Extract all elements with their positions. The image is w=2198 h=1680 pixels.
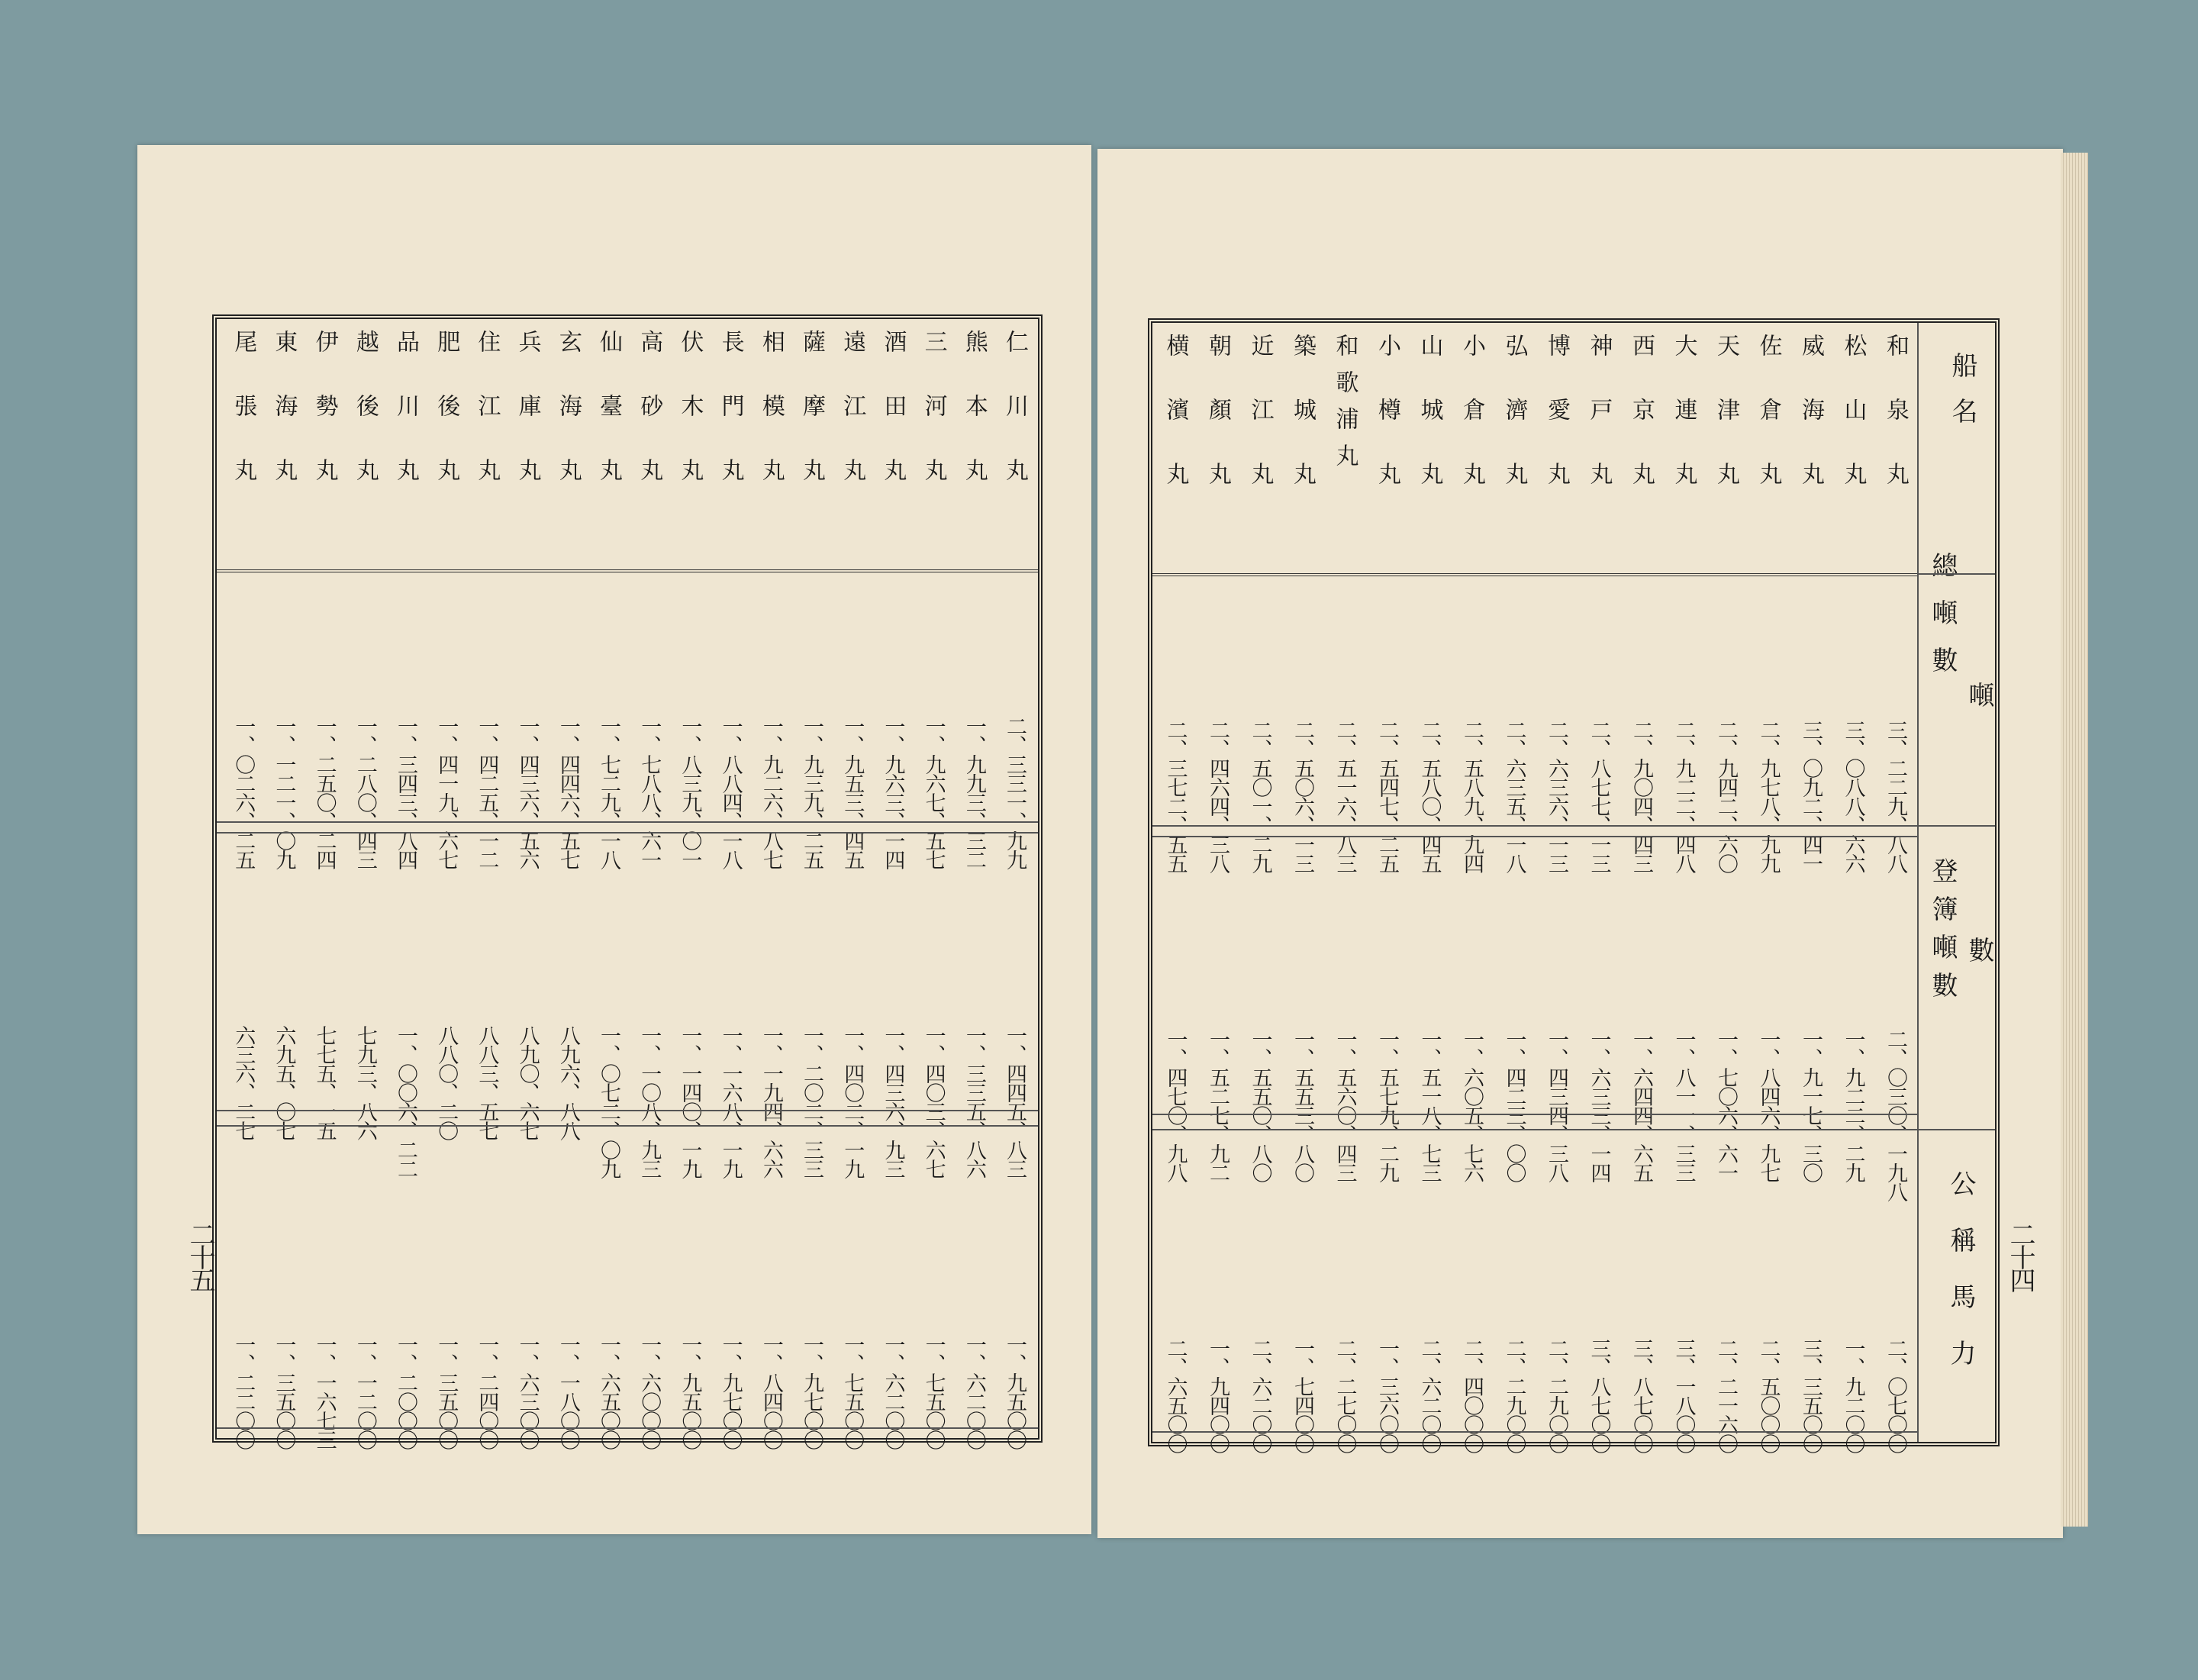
ship-name: 長門丸 (717, 330, 744, 522)
nominal-horsepower: 一、三五〇〇 (434, 1334, 459, 1449)
total-tonnage: 一、七八八、六一 (637, 716, 662, 869)
ship-column (672, 319, 707, 1449)
ship-column (1497, 323, 1532, 1453)
right-ship-table (1148, 318, 2000, 1453)
ship-name: 近江丸 (1246, 334, 1274, 526)
registered-tonnage: 一、九一七、三〇 (1799, 1029, 1823, 1182)
registered-tonnage: 一、五七九、二九 (1375, 1029, 1399, 1182)
registered-tonnage: 一、五五〇、八〇 (1248, 1029, 1272, 1182)
ship-name: 朝顏丸 (1204, 334, 1231, 526)
table-rule (1152, 1114, 1919, 1115)
total-tonnage: 一、九六七、五七 (921, 716, 946, 869)
total-tonnage: 二、五一六、八三 (1333, 720, 1357, 872)
total-tonnage: 二、四六四、三八 (1206, 720, 1230, 872)
total-tonnage: 一、四四六、五七 (556, 716, 580, 869)
total-tonnage: 一、九九三、三二 (962, 716, 986, 869)
ship-name: 三河丸 (920, 330, 947, 522)
ship-column (916, 319, 951, 1449)
nominal-horsepower: 二、〇七〇〇 (1884, 1338, 1907, 1453)
nominal-horsepower: 二、二九〇〇 (1502, 1338, 1526, 1453)
registered-tonnage: 八八三、五七 (475, 1025, 499, 1140)
registered-tonnage: 八九六、八八 (556, 1025, 580, 1140)
ship-name: 越後丸 (351, 330, 379, 522)
header-rule (1919, 825, 1995, 827)
header-tonnage: 噸數 (1964, 682, 1994, 1191)
ship-name: 酒田丸 (879, 330, 907, 522)
ship-name: 威海丸 (1797, 334, 1824, 526)
nominal-horsepower: 一、九五〇〇 (1003, 1334, 1026, 1449)
total-tonnage: 一、九二六、八七 (759, 716, 783, 869)
total-tonnage: 一、三四三、八四 (394, 716, 417, 869)
nominal-horsepower: 一、六三〇〇 (515, 1334, 540, 1449)
ship-column (1539, 323, 1574, 1453)
total-tonnage: 一、二八〇、四三 (353, 716, 377, 869)
nominal-horsepower: 一、七四〇〇 (1291, 1338, 1314, 1453)
ship-column (591, 319, 626, 1449)
ship-name: 神戸丸 (1585, 334, 1613, 526)
ship-name: 弘濟丸 (1500, 334, 1528, 526)
nominal-horsepower: 三、三五〇〇 (1799, 1338, 1823, 1453)
ship-column (834, 319, 869, 1449)
table-rule (217, 569, 1038, 572)
registered-tonnage: 二、〇三〇、一九八 (1884, 1029, 1907, 1201)
registered-tonnage: 八八〇、二〇 (434, 1025, 459, 1140)
registered-tonnage: 一、四三四、三八 (1545, 1029, 1568, 1182)
total-tonnage: 三、〇九二、四一 (1799, 720, 1823, 872)
registered-tonnage: 一、四〇二、一九 (840, 1025, 865, 1178)
nominal-horsepower: 一、一八〇〇 (556, 1334, 580, 1449)
ship-name: 和歌浦丸 (1331, 334, 1358, 480)
nominal-horsepower: 一、二二〇〇 (231, 1334, 256, 1449)
registered-tonnage: 一、一〇八、九三 (637, 1025, 662, 1178)
ship-column (266, 319, 301, 1449)
ship-column (550, 319, 585, 1449)
ship-name: 住江丸 (473, 330, 501, 522)
nominal-horsepower: 一、九二〇〇 (1841, 1338, 1865, 1453)
nominal-horsepower: 二、二一六〇 (1714, 1338, 1738, 1453)
total-tonnage: 二、三三一、九九 (1003, 716, 1026, 869)
registered-tonnage: 一、五五三、八〇 (1291, 1029, 1314, 1182)
ship-column (1327, 323, 1362, 1453)
ship-name: 山城丸 (1416, 334, 1443, 526)
ship-column (1412, 323, 1447, 1453)
nominal-horsepower: 一、九五〇〇 (678, 1334, 702, 1449)
ship-name: 遠江丸 (839, 330, 866, 522)
total-tonnage: 二、六三六、一三 (1545, 720, 1568, 872)
ship-name: 仁川丸 (1001, 330, 1028, 522)
total-tonnage: 一、九六三、一四 (881, 716, 905, 869)
left-ship-table (212, 314, 1043, 1449)
total-tonnage: 三、二二九、八八 (1884, 720, 1907, 872)
registered-tonnage: 一、四七〇、九八 (1163, 1029, 1188, 1182)
nominal-horsepower: 三、一八〇〇 (1671, 1338, 1696, 1453)
ship-column (347, 319, 382, 1449)
ship-name: 天津丸 (1713, 334, 1739, 526)
ship-column (388, 319, 423, 1449)
nominal-horsepower: 一、六〇〇〇 (637, 1334, 662, 1449)
header-rule (1919, 1129, 1995, 1130)
registered-tonnage: 七九三、八六 (353, 1025, 377, 1140)
nominal-horsepower: 一、七五〇〇 (921, 1334, 946, 1449)
ship-name: 仙臺丸 (595, 330, 622, 522)
total-tonnage: 一、八八四、一八 (718, 716, 743, 869)
ship-column (1835, 323, 1871, 1453)
registered-tonnage: 一、四二三、〇〇 (1502, 1029, 1526, 1182)
ship-name: 和泉丸 (1882, 334, 1909, 526)
ship-name: 博愛丸 (1543, 334, 1570, 526)
registered-tonnage: 一、七〇六、六一 (1714, 1029, 1738, 1182)
header-nominal-horsepower: 公稱馬力 (1945, 1170, 1976, 1396)
table-rule (217, 1427, 1038, 1429)
ship-column (1200, 323, 1235, 1453)
nominal-horsepower: 一、二〇〇〇 (394, 1334, 417, 1449)
ship-column (307, 319, 342, 1449)
header-registered-tonnage: 登簿噸數 (1927, 857, 1958, 1010)
nominal-horsepower: 一、九七〇〇 (718, 1334, 743, 1449)
nominal-horsepower: 一、九七〇〇 (800, 1334, 823, 1449)
registered-tonnage: 八九〇、六七 (515, 1025, 540, 1140)
total-tonnage: 一、九三九、二五 (800, 716, 823, 869)
nominal-horsepower: 二、五〇〇〇 (1756, 1338, 1781, 1453)
nominal-horsepower: 二、六五〇〇 (1163, 1338, 1188, 1453)
right-page-number: 二十四 (2005, 1221, 2035, 1290)
registered-tonnage: 一、八一一、三三 (1671, 1029, 1696, 1182)
registered-tonnage: 一、〇七二、〇九 (597, 1025, 620, 1178)
ship-name: 相模丸 (757, 330, 785, 522)
ship-name: 伏木丸 (676, 330, 704, 522)
ship-name: 熊本丸 (960, 330, 988, 522)
total-tonnage: 一、〇二六、二五 (231, 716, 256, 869)
ship-name: 伊勢丸 (311, 330, 338, 522)
ship-column (1877, 323, 1913, 1453)
total-tonnage: 二、五〇一、二九 (1248, 720, 1272, 872)
ship-column (225, 319, 260, 1449)
nominal-horsepower: 二、二九〇〇 (1545, 1338, 1568, 1453)
registered-tonnage: 一、四三六、九三 (881, 1025, 905, 1178)
table-rule (1152, 573, 1919, 576)
ship-name: 築城丸 (1289, 334, 1316, 526)
total-tonnage: 一、四二五、一二 (475, 716, 499, 869)
table-rule (217, 821, 1038, 823)
ship-column (1369, 323, 1404, 1453)
nominal-horsepower: 二、六二〇〇 (1417, 1338, 1442, 1453)
ship-column (875, 319, 910, 1449)
left-page-number: 二十五 (185, 1221, 215, 1290)
nominal-horsepower: 一、二四〇〇 (475, 1334, 499, 1449)
total-tonnage: 一、八三九、〇一 (678, 716, 702, 869)
ship-name: 佐倉丸 (1755, 334, 1782, 526)
total-tonnage: 一、七二九、一八 (597, 716, 620, 869)
table-rule (217, 1110, 1038, 1111)
total-tonnage: 二、五〇六、一三 (1291, 720, 1314, 872)
ship-column (1623, 323, 1658, 1453)
ship-column (1793, 323, 1828, 1453)
ship-name: 西京丸 (1628, 334, 1655, 526)
total-tonnage: 二、五八九、九四 (1460, 720, 1484, 872)
ship-column (713, 319, 748, 1449)
nominal-horsepower: 二、四〇〇〇 (1460, 1338, 1484, 1453)
table-rule (217, 832, 1038, 834)
table-rule (1152, 836, 1919, 837)
nominal-horsepower: 一、一二〇〇 (353, 1334, 377, 1449)
ship-column (997, 319, 1032, 1449)
ship-name: 品川丸 (392, 330, 419, 522)
total-tonnage: 二、九二二、四八 (1671, 720, 1696, 872)
registered-tonnage: 一、九二二、二九 (1841, 1029, 1865, 1182)
total-tonnage: 一、一二一、〇九 (272, 716, 296, 869)
registered-tonnage: 一、一六八、一九 (718, 1025, 743, 1178)
total-tonnage: 三、〇八八、六六 (1841, 720, 1865, 872)
ship-column (510, 319, 545, 1449)
ship-column (428, 319, 463, 1449)
table-rule (1152, 1129, 1919, 1130)
registered-tonnage: 一、三三五、八六 (962, 1025, 986, 1178)
ship-column (469, 319, 504, 1449)
nominal-horsepower: 三、八七〇〇 (1629, 1338, 1653, 1453)
registered-tonnage: 一、六四四、六五 (1629, 1029, 1653, 1182)
total-tonnage: 二、九七八、九九 (1756, 720, 1781, 872)
ship-name: 小樽丸 (1374, 334, 1400, 526)
registered-tonnage: 一、一九四、六六 (759, 1025, 783, 1178)
total-tonnage: 一、四一九、六七 (434, 716, 459, 869)
ship-name: 大連丸 (1670, 334, 1697, 526)
header-divider (1917, 323, 1919, 1442)
registered-tonnage: 一、八四六、九七 (1756, 1029, 1781, 1182)
total-tonnage: 一、二五〇、二四 (312, 716, 337, 869)
nominal-horsepower: 一、六五〇〇 (597, 1334, 620, 1449)
registered-tonnage: 一、五六〇、四三 (1333, 1029, 1357, 1182)
total-tonnage: 二、三七二、五五 (1163, 720, 1188, 872)
registered-tonnage: 一、五一八、七三 (1417, 1029, 1442, 1182)
total-tonnage: 二、五八〇、四五 (1417, 720, 1442, 872)
nominal-horsepower: 一、六二〇〇 (881, 1334, 905, 1449)
registered-tonnage: 一、一四〇、一九 (678, 1025, 702, 1178)
nominal-horsepower: 二、二七〇〇 (1333, 1338, 1357, 1453)
registered-tonnage: 一、〇〇六、二二 (394, 1025, 417, 1178)
left-page (137, 145, 1091, 1534)
ship-column (1751, 323, 1786, 1453)
registered-tonnage: 七七五、一五 (312, 1025, 337, 1140)
ship-column (956, 319, 991, 1449)
registered-tonnage: 六三六、二七 (231, 1025, 256, 1140)
ship-column (1242, 323, 1278, 1453)
table-rule (1152, 1431, 1919, 1433)
ship-name: 薩摩丸 (798, 330, 825, 522)
ship-name: 尾張丸 (230, 330, 257, 522)
ship-column (1284, 323, 1320, 1453)
registered-tonnage: 一、六三三、一四 (1587, 1029, 1611, 1182)
nominal-horsepower: 一、一六七三 (312, 1334, 337, 1449)
ship-column (794, 319, 829, 1449)
header-ship-name: 船名 (1947, 352, 1977, 443)
ship-column (1666, 323, 1701, 1453)
ship-column (1708, 323, 1743, 1453)
total-tonnage: 一、九五三、四五 (840, 716, 865, 869)
table-rule (1152, 825, 1919, 827)
registered-tonnage: 一、六〇五、七六 (1460, 1029, 1484, 1182)
total-tonnage: 二、六三五、一八 (1502, 720, 1526, 872)
ship-column (1158, 323, 1193, 1453)
total-tonnage: 二、五四七、二五 (1375, 720, 1399, 872)
right-page (1097, 149, 2063, 1538)
registered-tonnage: 一、四〇三、六七 (921, 1025, 946, 1178)
registered-tonnage: 六九五、〇七 (272, 1025, 296, 1140)
nominal-horsepower: 一、七五〇〇 (840, 1334, 865, 1449)
nominal-horsepower: 一、六二〇〇 (962, 1334, 986, 1449)
nominal-horsepower: 三、八七〇〇 (1587, 1338, 1611, 1453)
table-rule (217, 1125, 1038, 1127)
nominal-horsepower: 一、三六〇〇 (1375, 1338, 1399, 1453)
total-tonnage: 二、九四二、六〇 (1714, 720, 1738, 872)
nominal-horsepower: 二、六二〇〇 (1248, 1338, 1272, 1453)
header-total-tonnage: 總噸數 (1927, 552, 1958, 694)
ship-name: 小倉丸 (1458, 334, 1485, 526)
ship-name: 兵庫丸 (514, 330, 541, 522)
ship-column (631, 319, 666, 1449)
ship-name: 東海丸 (270, 330, 298, 522)
ship-name: 横濱丸 (1162, 334, 1189, 526)
stacked-page-edges (2061, 153, 2088, 1527)
ship-column (753, 319, 788, 1449)
registered-tonnage: 一、四四五、八三 (1003, 1025, 1026, 1178)
ship-column (1581, 323, 1616, 1453)
ship-name: 玄海丸 (554, 330, 582, 522)
ship-name: 松山丸 (1839, 334, 1867, 526)
total-tonnage: 二、八七七、一三 (1587, 720, 1611, 872)
total-tonnage: 一、四三六、五六 (515, 716, 540, 869)
header-rule (1919, 573, 1995, 575)
nominal-horsepower: 一、九四〇〇 (1206, 1338, 1230, 1453)
ship-name: 肥後丸 (433, 330, 460, 522)
nominal-horsepower: 一、三五〇〇 (272, 1334, 296, 1449)
nominal-horsepower: 一、八四〇〇 (759, 1334, 783, 1449)
registered-tonnage: 一、五二七、九二 (1206, 1029, 1230, 1182)
total-tonnage: 二、九〇四、四三 (1629, 720, 1653, 872)
ship-column (1454, 323, 1489, 1453)
registered-tonnage: 一、二〇二、三三 (800, 1025, 823, 1178)
ship-name: 高砂丸 (636, 330, 663, 522)
